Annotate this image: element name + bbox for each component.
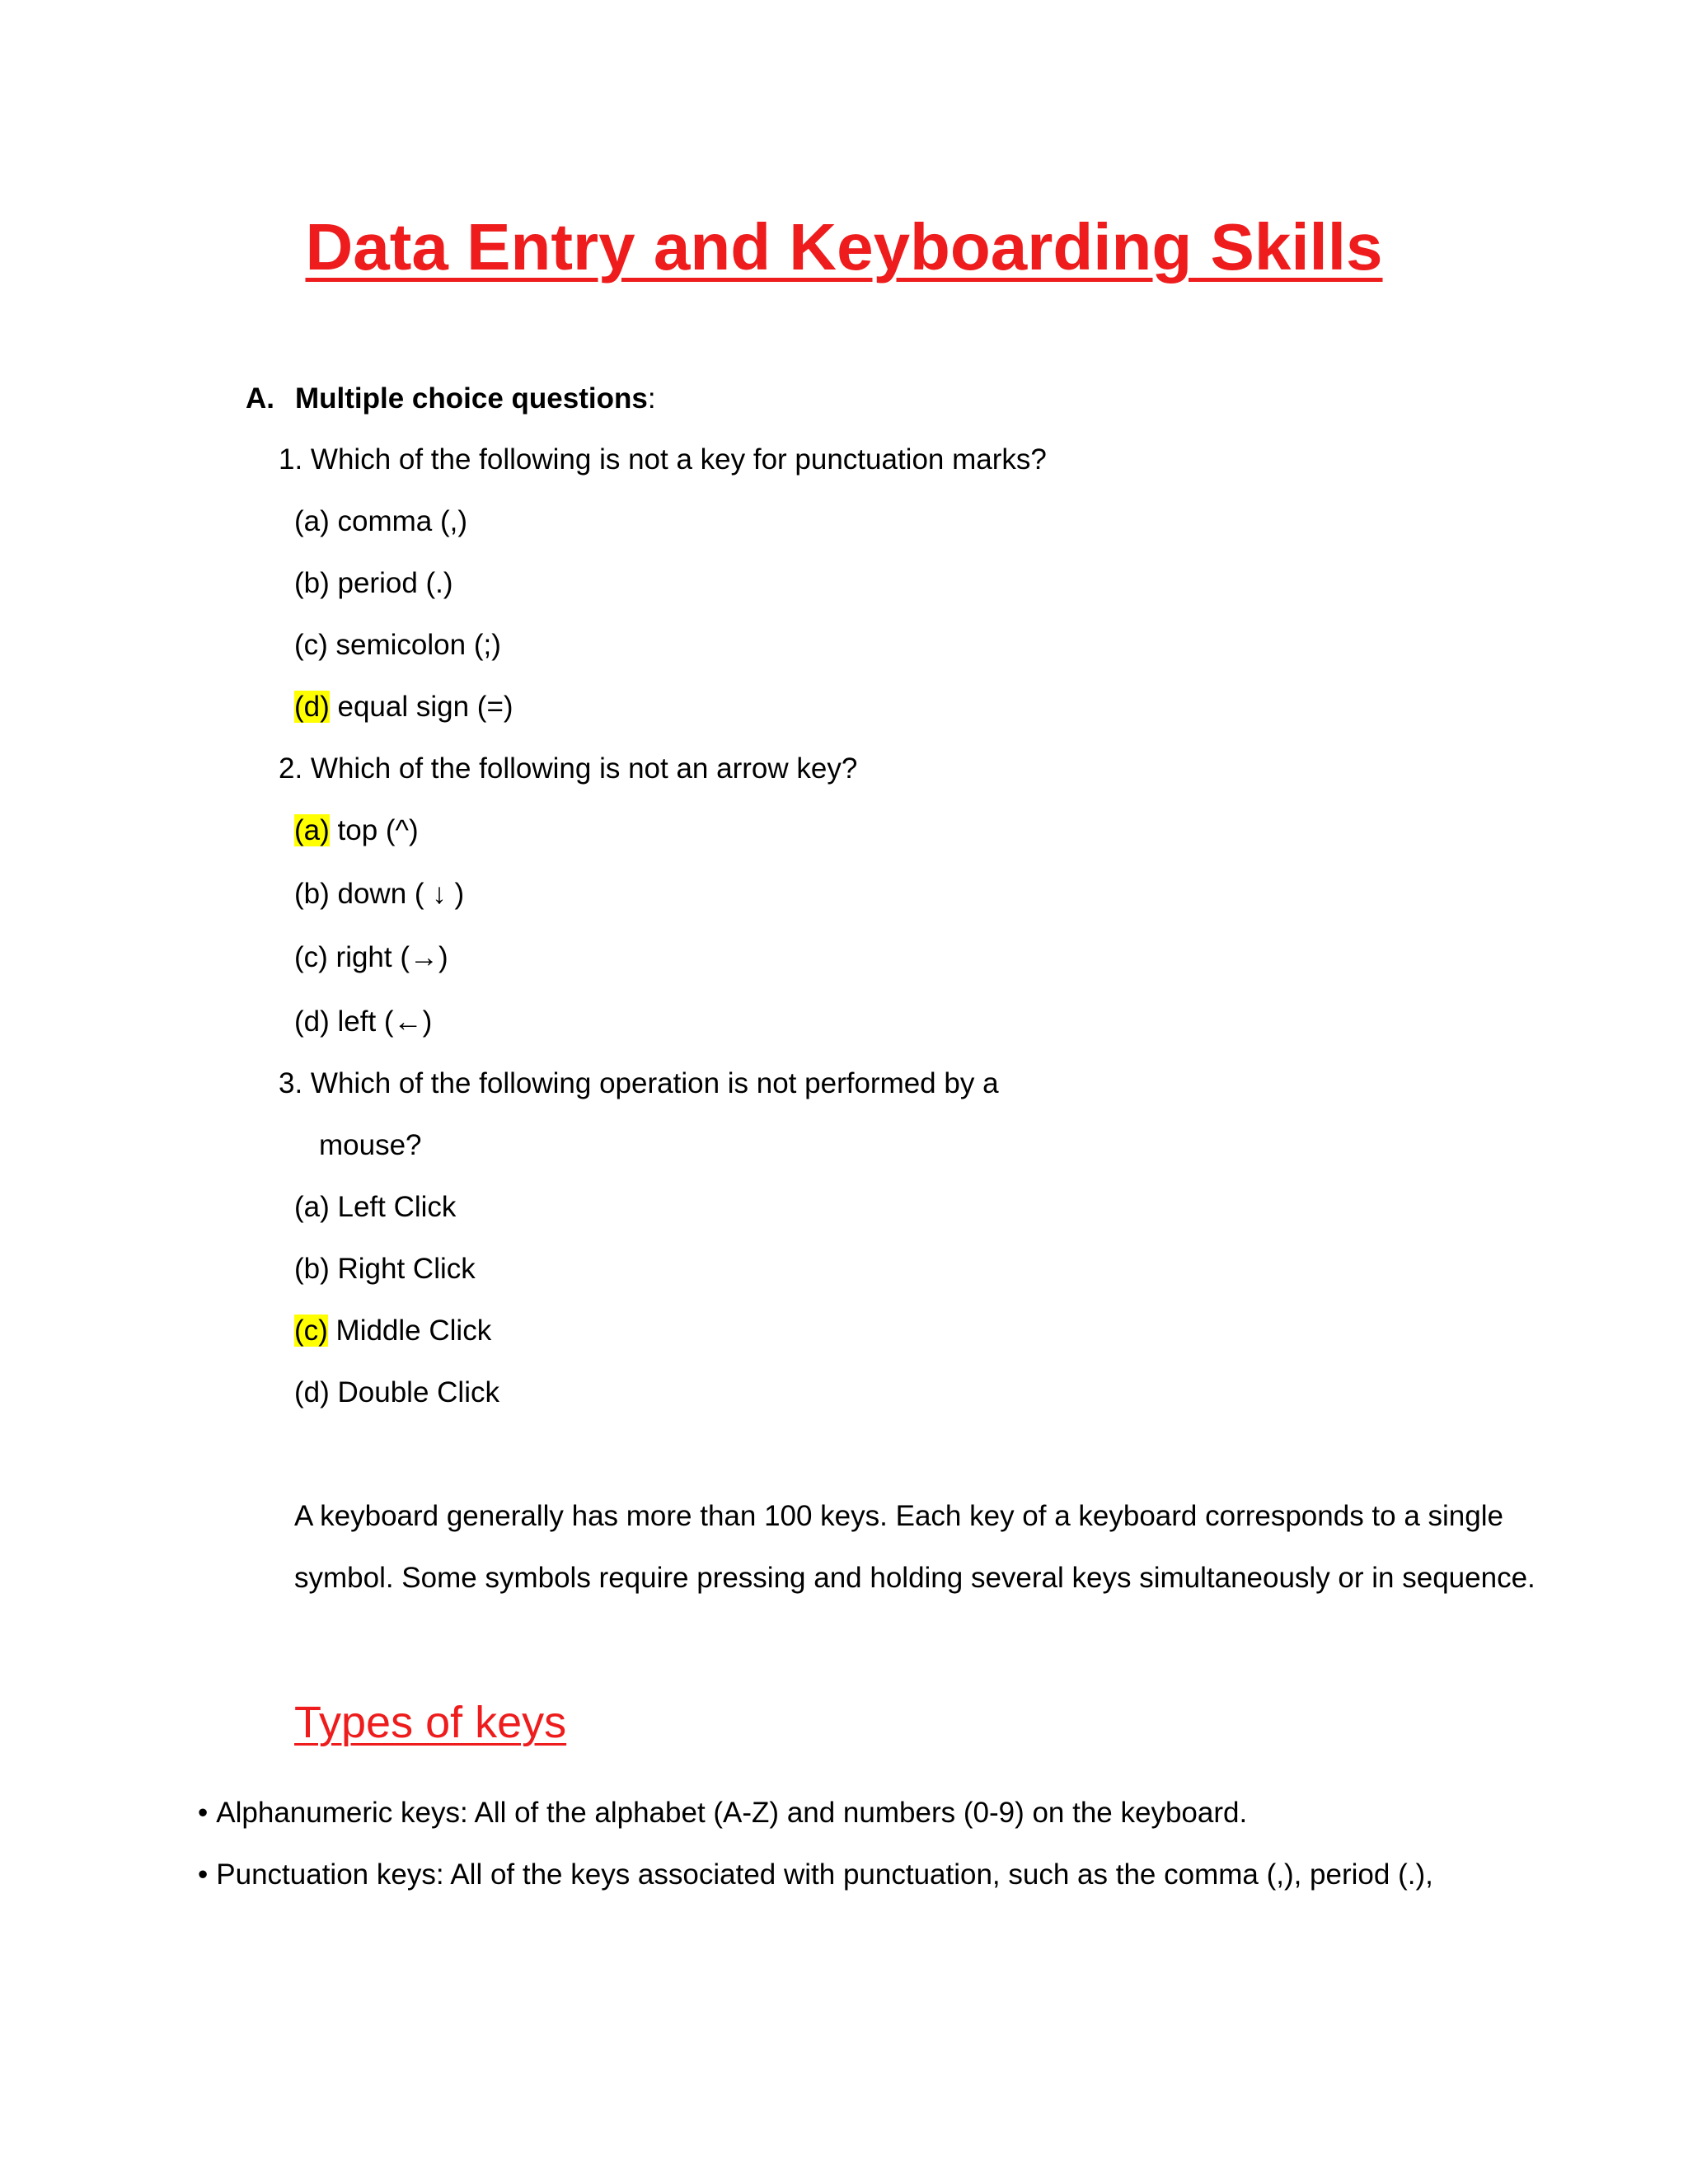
- option-marker: (c): [294, 941, 328, 973]
- option-marker: (b): [294, 1253, 330, 1285]
- types-of-keys-heading: Types of keys: [294, 1698, 567, 1747]
- option-text: Left Click: [329, 1191, 457, 1223]
- bullet-text: Punctuation keys: All of the keys associated with punctuation, such as the comma (,), period (.),: [216, 1858, 1433, 1891]
- option-text: comma (,): [329, 505, 468, 537]
- question-2: 2. Which of the following is not an arrow key?: [279, 752, 858, 785]
- option-3a: [294, 1189, 456, 1226]
- bullet-item: [198, 1795, 1247, 1831]
- option-text: Double Click: [329, 1376, 499, 1408]
- bullet-dot: •: [198, 1797, 209, 1829]
- option-text: equal sign (=): [329, 691, 513, 723]
- bullet-text: Alphanumeric keys: All of the alphabet (A-Z) and numbers (0-9) on the keyboard.: [216, 1797, 1248, 1829]
- option-text: Right Click: [329, 1253, 476, 1285]
- page-title: Data Entry and Keyboarding Skills: [305, 210, 1383, 284]
- option-marker-highlighted: (c): [294, 1315, 328, 1347]
- option-marker: (c): [294, 629, 328, 661]
- option-marker: (a): [294, 505, 330, 537]
- option-marker: (b): [294, 567, 330, 599]
- bullet-item: [198, 1857, 1433, 1893]
- option-marker-highlighted: (a): [294, 814, 330, 846]
- option-text: left (←): [329, 1005, 433, 1038]
- section-letter: A.: [246, 382, 274, 415]
- question-3-continued: mouse?: [319, 1129, 422, 1161]
- option-3c: [294, 1313, 491, 1349]
- option-2a: [294, 813, 419, 849]
- option-text: Middle Click: [327, 1315, 492, 1347]
- option-text: semicolon (;): [327, 629, 501, 661]
- section-colon: :: [647, 382, 656, 415]
- option-3b: [294, 1251, 476, 1287]
- option-marker: (a): [294, 1191, 330, 1223]
- option-1d: [294, 689, 513, 725]
- option-2b: [294, 876, 464, 912]
- option-3d: [294, 1375, 499, 1411]
- bullet-dot: •: [198, 1858, 209, 1891]
- section-label: Multiple choice questions: [295, 382, 648, 415]
- option-marker: (d): [294, 1376, 330, 1408]
- option-marker: (d): [294, 1005, 330, 1038]
- option-text: right (→): [327, 941, 448, 973]
- section-a-heading: [246, 381, 656, 417]
- paragraph-line-1: A keyboard generally has more than 100 keys. Each key of a keyboard corresponds to a single: [294, 1500, 1503, 1532]
- option-1c: [294, 627, 501, 663]
- question-3: 3. Which of the following operation is not performed by a: [279, 1067, 999, 1099]
- option-2c: [294, 940, 448, 976]
- option-text: period (.): [329, 567, 453, 599]
- option-marker-highlighted: (d): [294, 691, 330, 723]
- paragraph-line-2: symbol. Some symbols require pressing and holding several keys simultaneously or in sequence.: [294, 1562, 1536, 1594]
- option-1a: [294, 504, 467, 540]
- option-text: top (^): [329, 814, 419, 846]
- question-1: 1. Which of the following is not a key for punctuation marks?: [279, 443, 1047, 476]
- option-text: down ( ↓ ): [329, 878, 465, 910]
- option-2d: [294, 1004, 432, 1040]
- option-marker: (b): [294, 878, 330, 910]
- option-1b: [294, 565, 453, 602]
